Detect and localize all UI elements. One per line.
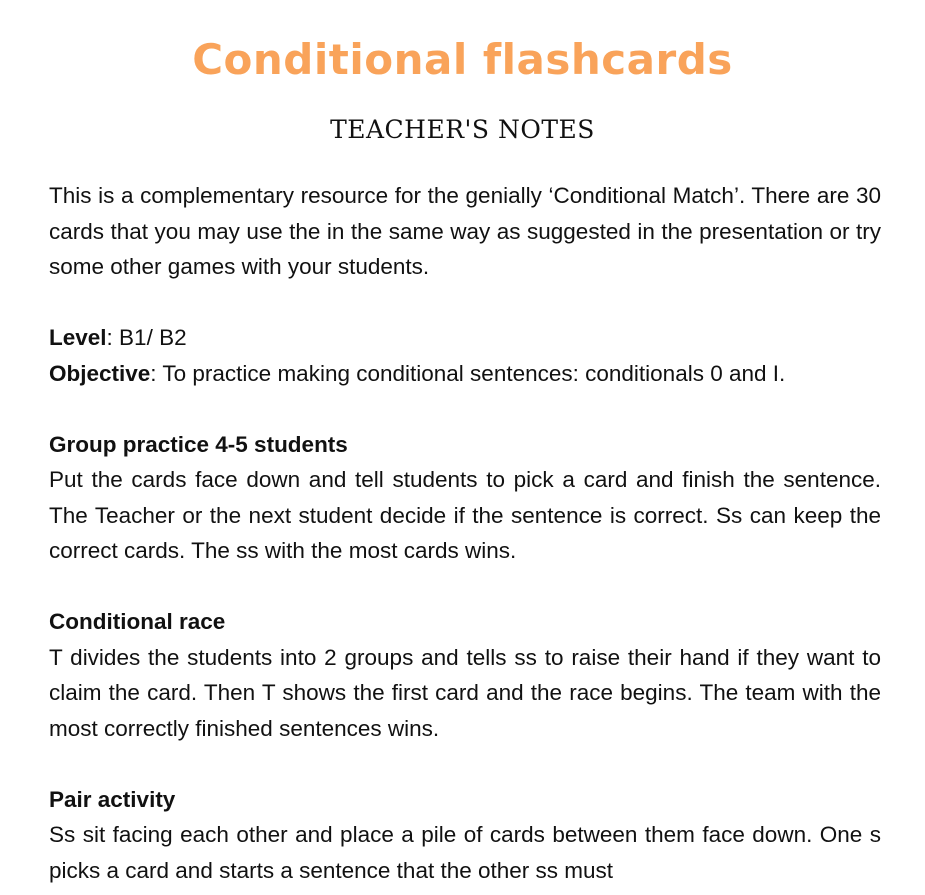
spacer (49, 746, 881, 782)
level-line (49, 320, 881, 356)
section-heading-group-practice: Group practice 4-5 students (49, 431, 348, 457)
objective-label: Objective (49, 360, 151, 386)
document-subtitle: TEACHER'S NOTES (330, 115, 595, 144)
level-label: Level (49, 325, 107, 350)
spacer (49, 391, 881, 427)
intro-paragraph: This is a complementary resource for the genially ‘Conditional Match’. There are 30 cards that you may use the in the same way as suggested in the presentation or try some other games with your students. (49, 183, 881, 279)
spacer (49, 569, 881, 605)
document-body (49, 178, 881, 888)
section-text-group-practice: Put the cards face down and tell students to pick a card and finish the sentence. The Teacher or the next student decide if the sentence is correct. Ss can keep the correct cards. The ss with the most cards wins. (49, 467, 881, 563)
section-heading-conditional-race: Conditional race (49, 609, 226, 634)
objective-line (49, 356, 881, 392)
section-text-pair-activity: Ss sit facing each other and place a pile of cards between them face down. One s picks a card and starts a sentence that the other ss must (49, 822, 881, 883)
section-heading-pair-activity: Pair activity (49, 786, 176, 812)
objective-value: : To practice making conditional sentences: conditionals 0 and I. (150, 360, 786, 386)
document-title: Conditional flashcards (192, 35, 733, 84)
section-text-conditional-race: T divides the students into 2 groups and tells ss to raise their hand if they want to claim the card. Then T shows the first card and the race begins. The team with the most correctly finished sentences wins. (49, 644, 881, 741)
level-value: : B1/ B2 (106, 325, 187, 350)
spacer (49, 285, 881, 321)
